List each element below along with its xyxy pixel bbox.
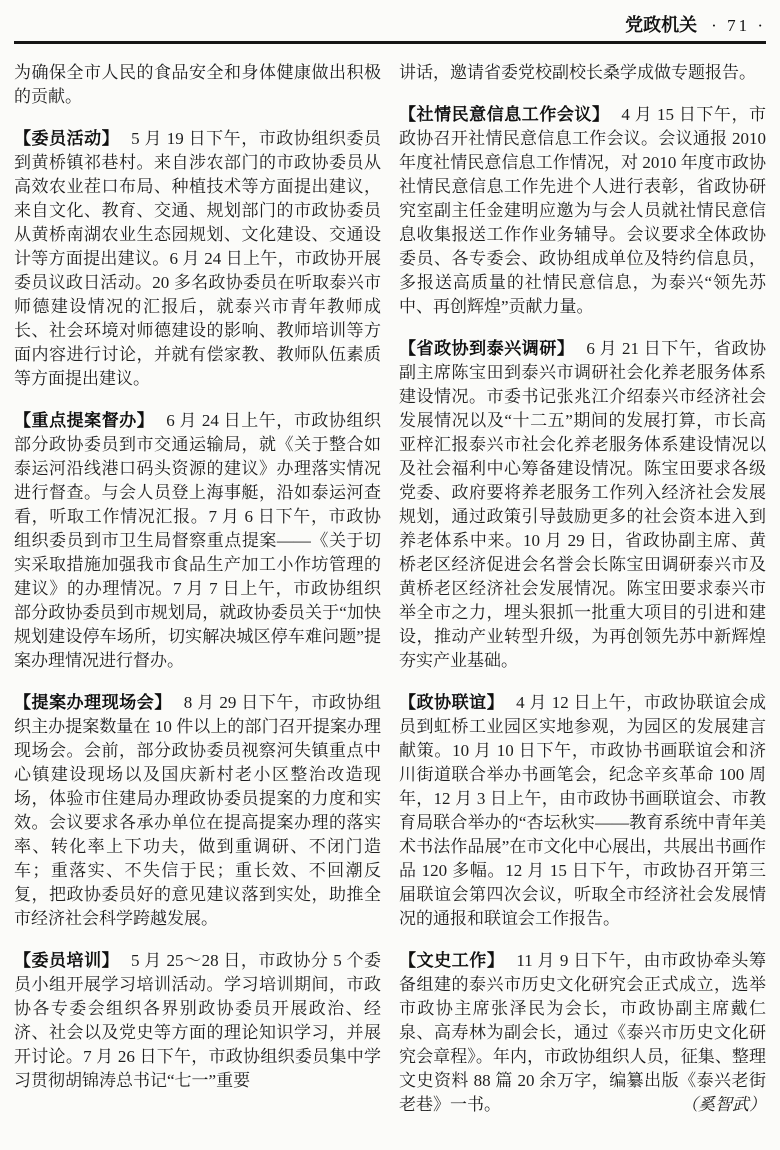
section-cppcc-fellowship [399, 691, 766, 931]
page-header [14, 0, 766, 34]
section-proposal-handling-onsite-meeting [14, 691, 381, 931]
section-label: 【提案办理现场会】 [14, 693, 172, 712]
section-member-activities [14, 127, 381, 391]
running-head-title: 党政机关 [625, 15, 698, 35]
section-provincial-cppcc-research-visit [399, 337, 766, 673]
section-body: 5 月 25～28 日，市政协分 5 个委员小组开展学习培训活动。学习培训期间，市政协各专委会组织各界别政协委员开展政治、经济、社会以及党史等方面的理论知识学习，并展开讨论。7 月 26 日下午，市政协组织委员集中学习贯彻胡锦涛总书记“七一”重要 [14, 951, 382, 1090]
paragraph-text: 讲话，邀请省委党校副校长桑学成做专题报告。 [399, 63, 756, 82]
page-content [14, 44, 766, 1117]
section-public-opinion-info-meeting [399, 103, 766, 319]
author-credit: （奚智武） [681, 1095, 766, 1114]
section-label: 【政协联谊】 [399, 693, 505, 712]
section-body: 8 月 29 日下午，市政协组织主办提案数量在 10 件以上的部门召开提案办理现场会。会前，部分政协委员视察河失镇重点中心镇建设现场以及国庆新村老小区整治改造现场，体验市住建局办理政协委员提案的力度和实效。会议要求各承办单位在提高提案办理的落实率、转化率上下功夫，做到重调研、不闭门造车；重落实、不失信于民；重长效、不回潮反复，把政协委员好的意见建议落到实处，助推全市经济社会科学跨越发展。 [14, 693, 382, 928]
section-key-proposal-supervision [14, 409, 381, 673]
section-body: 5 月 19 日下午，市政协组织委员到黄桥镇祁巷村。来自涉农部门的市政协委员从高效农业茬口布局、种植技术等方面提出建议，来自文化、教育、交通、规划部门的市政协委员从黄桥南湖农业生态园规划、文化建设、交通设计等方面提出建议。6 月 24 日上午，市政协开展委员议政日活动。20 多名政协委员在听取泰兴市师德建设情况的汇报后，就泰兴市青年教师成长、社会环境对师德建设的影响、教师培训等方面内容进行讨论，并就有偿家教、教师队伍素质等方面提出建议。 [14, 129, 382, 388]
left-column [14, 61, 381, 1117]
section-body: 4 月 15 日下午，市政协召开社情民意信息工作会议。会议通报 2010 年度社情民意信息工作情况，对 2010 年度市政协社情民意信息工作先进个人进行表彰，省政协研究室副主任金建明应邀为与会人员就社情民意信息收集报送工作作业务辅导。会议要求全体政协委员、各专委会、政协组成单位及特约信息员，多报送高质量的社情民意信息，为泰兴“领先苏中、再创辉煌”贡献力量。 [399, 105, 766, 316]
section-literature-history-work [399, 949, 766, 1117]
section-label: 【委员培训】 [14, 951, 120, 970]
right-column [399, 61, 766, 1117]
page-number: · 71 · [711, 16, 766, 35]
section-label: 【社情民意信息工作会议】 [399, 105, 610, 124]
section-label: 【委员活动】 [14, 129, 120, 148]
section-member-training [14, 949, 381, 1093]
continuation-paragraph-left [14, 61, 381, 109]
paragraph-text: 为确保全市人民的食品安全和身体健康做出积极的贡献。 [14, 63, 381, 106]
section-body: 11 月 9 日下午，由市政协牵头筹备组建的泰兴市历史文化研究会正式成立，选举市政协主席张泽民为会长，市政协副主席戴仁泉、高寿林为副会长，通过《泰兴市历史文化研究会章程》。年内，市政协组织人员，征集、整理文史资料 88 篇 20 余万字，编纂出版《泰兴老街老巷》一书。 [399, 951, 767, 1114]
section-label: 【省政协到泰兴调研】 [399, 339, 575, 358]
continuation-paragraph-right [399, 61, 766, 85]
section-label: 【文史工作】 [399, 951, 505, 970]
section-body: 6 月 24 日上午，市政协组织部分政协委员到市交通运输局，就《关于整合如泰运河沿线港口码头资源的建议》办理落实情况进行督查。与会人员登上海事艇，沿如泰运河查看，听取工作情况汇报。7 月 6 日下午，市政协组织委员到市卫生局督察重点提案——《关于切实采取措施加强我市食品生产加工小作坊管理的建议》的办理情况。7 月 7 日上午，市政协组织部分政协委员到市规划局，就政协委员关于“加快规划建设停车场所，切实解决城区停车难问题”提案办理情况进行督办。 [14, 411, 381, 670]
section-body: 4 月 12 日上午，市政协联谊会成员到虹桥工业园区实地参观，为园区的发展建言献策。10 月 10 日下午，市政协书画联谊会和济川街道联合举办书画笔会，纪念辛亥革命 100 周年，12 月 3 日上午，由市政协书画联谊会、市教育局联合举办的“杏坛秋实——教育系统中青年美术书法作品展”在市文化中心展出，共展出书画作品 120 多幅。12 月 15 日下午，市政协召开第三届联谊会第四次会议，听取全市经济社会发展情况的通报和联谊会工作报告。 [399, 693, 767, 928]
section-label: 【重点提案督办】 [14, 411, 155, 430]
section-body: 6 月 21 日下午，省政协副主席陈宝田到泰兴市调研社会化养老服务体系建设情况。市委书记张兆江介绍泰兴市经济社会发展情况以及“十二五”期间的发展打算，市长高亚梓汇报泰兴市社会化养老服务体系建设情况以及社会福利中心筹备建设情况。陈宝田要求各级党委、政府要将养老服务工作列入经济社会发展规划，通过政策引导鼓励更多的社会资本进入到养老体系中来。10 月 29 日，省政协副主席、黄桥老区经济促进会名誉会长陈宝田调研泰兴市及黄桥老区经济社会发展情况。陈宝田要求泰兴市举全市之力，埋头狠抓一批重大项目的引进和建设，推动产业转型升级，为再创领先苏中新辉煌夯实产业基础。 [399, 339, 767, 670]
